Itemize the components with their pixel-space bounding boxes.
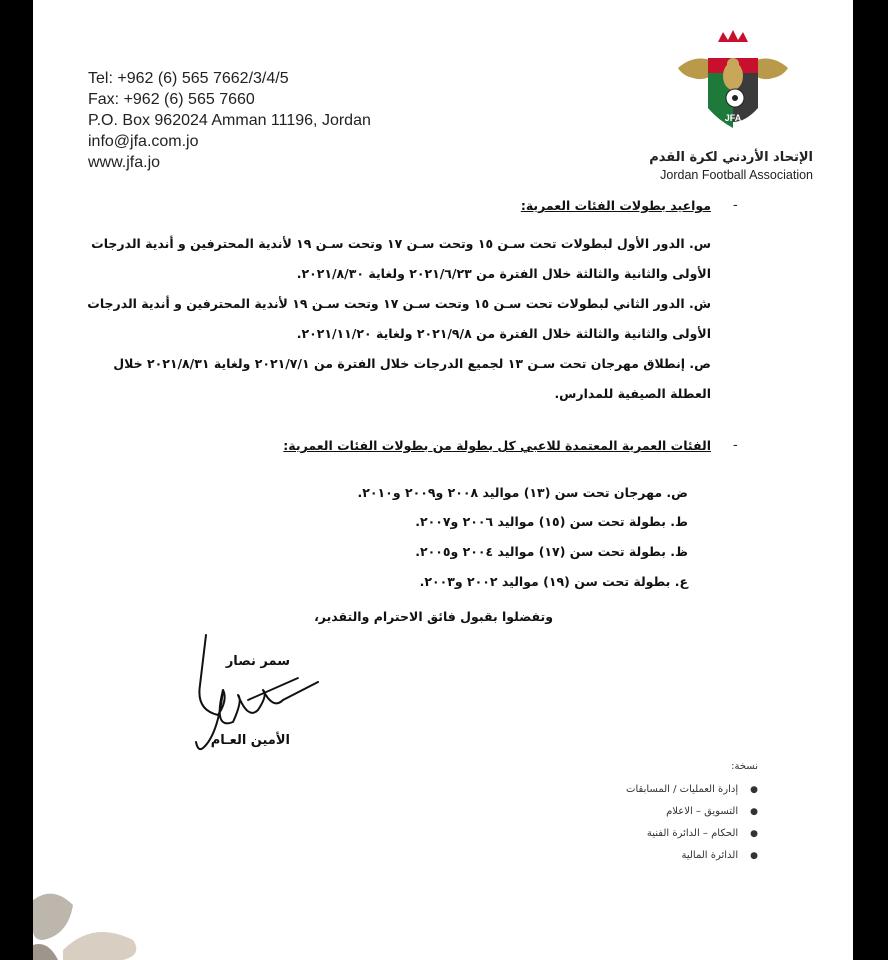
- signatory-name: سمر نصار: [225, 654, 290, 669]
- copies-list: [626, 782, 758, 870]
- list-item: [626, 804, 758, 826]
- section1-heading: مواعيد بطولات الفئات العمرية:: [520, 198, 711, 213]
- closing-line: وتفضلوا بقبول فائق الاحترام والتقدير،: [314, 609, 553, 624]
- contact-website: www.jfa.jo: [88, 154, 161, 171]
- section1-dash: -: [733, 198, 738, 213]
- section1-item3-line1: ص. إنطلاق مهرجان تحت سـن ١٣ لجميع الدرجات خلال الفترة من ٢٠٢١/٧/١ ولغاية ٢٠٢١/٨/٣١ خلال: [113, 356, 711, 371]
- section1-item1-line2: الأولى والثانية والثالثة خلال الفترة من ٢٠٢١/٦/٢٣ ولغاية ٢٠٢١/٨/٣٠.: [296, 266, 711, 281]
- section2-heading: الفئات العمرية المعتمدة للاعبي كل بطولة من بطولات الفئات العمرية:: [283, 438, 711, 453]
- list-item: [626, 782, 758, 804]
- section2-item-2: ط. بطولة تحت سن (١٥) مواليد ٢٠٠٦ و٢٠٠٧.: [415, 514, 688, 529]
- section1-item3-line2: العطلة الصيفية للمدارس.: [554, 386, 711, 401]
- org-name-en: Jordan Football Association: [660, 168, 813, 182]
- letter-page: [33, 0, 853, 960]
- jfa-logo: [673, 28, 793, 148]
- signatory-title: الأمين العـام: [210, 733, 290, 748]
- section2-item-1: ض. مهرجان تحت سن (١٣) مواليد ٢٠٠٨ و٢٠٠٩ و٢٠١٠.: [357, 485, 688, 500]
- contact-block: [88, 68, 371, 173]
- contact-email: info@jfa.com.jo: [88, 133, 199, 150]
- copy-item-label: الدائرة المالية: [681, 850, 739, 861]
- list-item: [626, 826, 758, 848]
- bullet-icon: ●: [750, 851, 758, 861]
- contact-pobox: P.O. Box 962024 Amman 11196, Jordan: [88, 112, 371, 129]
- copy-item-label: التسويق – الاعلام: [666, 806, 739, 817]
- section2-item-4: ع. بطولة تحت سن (١٩) مواليد ٢٠٠٢ و٢٠٠٣.: [419, 574, 688, 589]
- logo-text: JFA: [724, 113, 742, 123]
- decorative-corner: [33, 880, 173, 960]
- bullet-icon: ●: [750, 807, 758, 817]
- contact-fax: Fax: +962 (6) 565 7660: [88, 91, 255, 108]
- section2-item-3: ظ. بطولة تحت سن (١٧) مواليد ٢٠٠٤ و٢٠٠٥.: [415, 544, 688, 559]
- section1-item2-line2: الأولى والثانية والثالثة خلال الفترة من ٢٠٢١/٩/٨ ولغاية ٢٠٢١/١١/٢٠.: [296, 326, 711, 341]
- section1-item2-line1: ش. الدور الثاني لبطولات تحت سـن ١٥ وتحت سـن ١٧ وتحت سـن ١٩ لأندية المحترفين و أندية الدرجات: [87, 296, 711, 311]
- list-item: [626, 848, 758, 870]
- contact-tel: Tel: +962 (6) 565 7662/3/4/5: [88, 70, 289, 87]
- copy-item-label: إدارة العمليات / المسابقات: [626, 784, 739, 795]
- copies-heading: نسخة:: [731, 761, 758, 772]
- section1-item1-line1: س. الدور الأول لبطولات تحت سـن ١٥ وتحت سـن ١٧ وتحت سـن ١٩ لأندية المحترفين و أندية الدرجات: [91, 236, 711, 251]
- section2-dash: -: [733, 438, 738, 453]
- org-name-ar: الإتحاد الأردني لكرة القدم: [649, 150, 813, 165]
- copy-item-label: الحكام – الدائرة الفنية: [646, 828, 739, 839]
- bullet-icon: ●: [750, 785, 758, 795]
- bullet-icon: ●: [750, 829, 758, 839]
